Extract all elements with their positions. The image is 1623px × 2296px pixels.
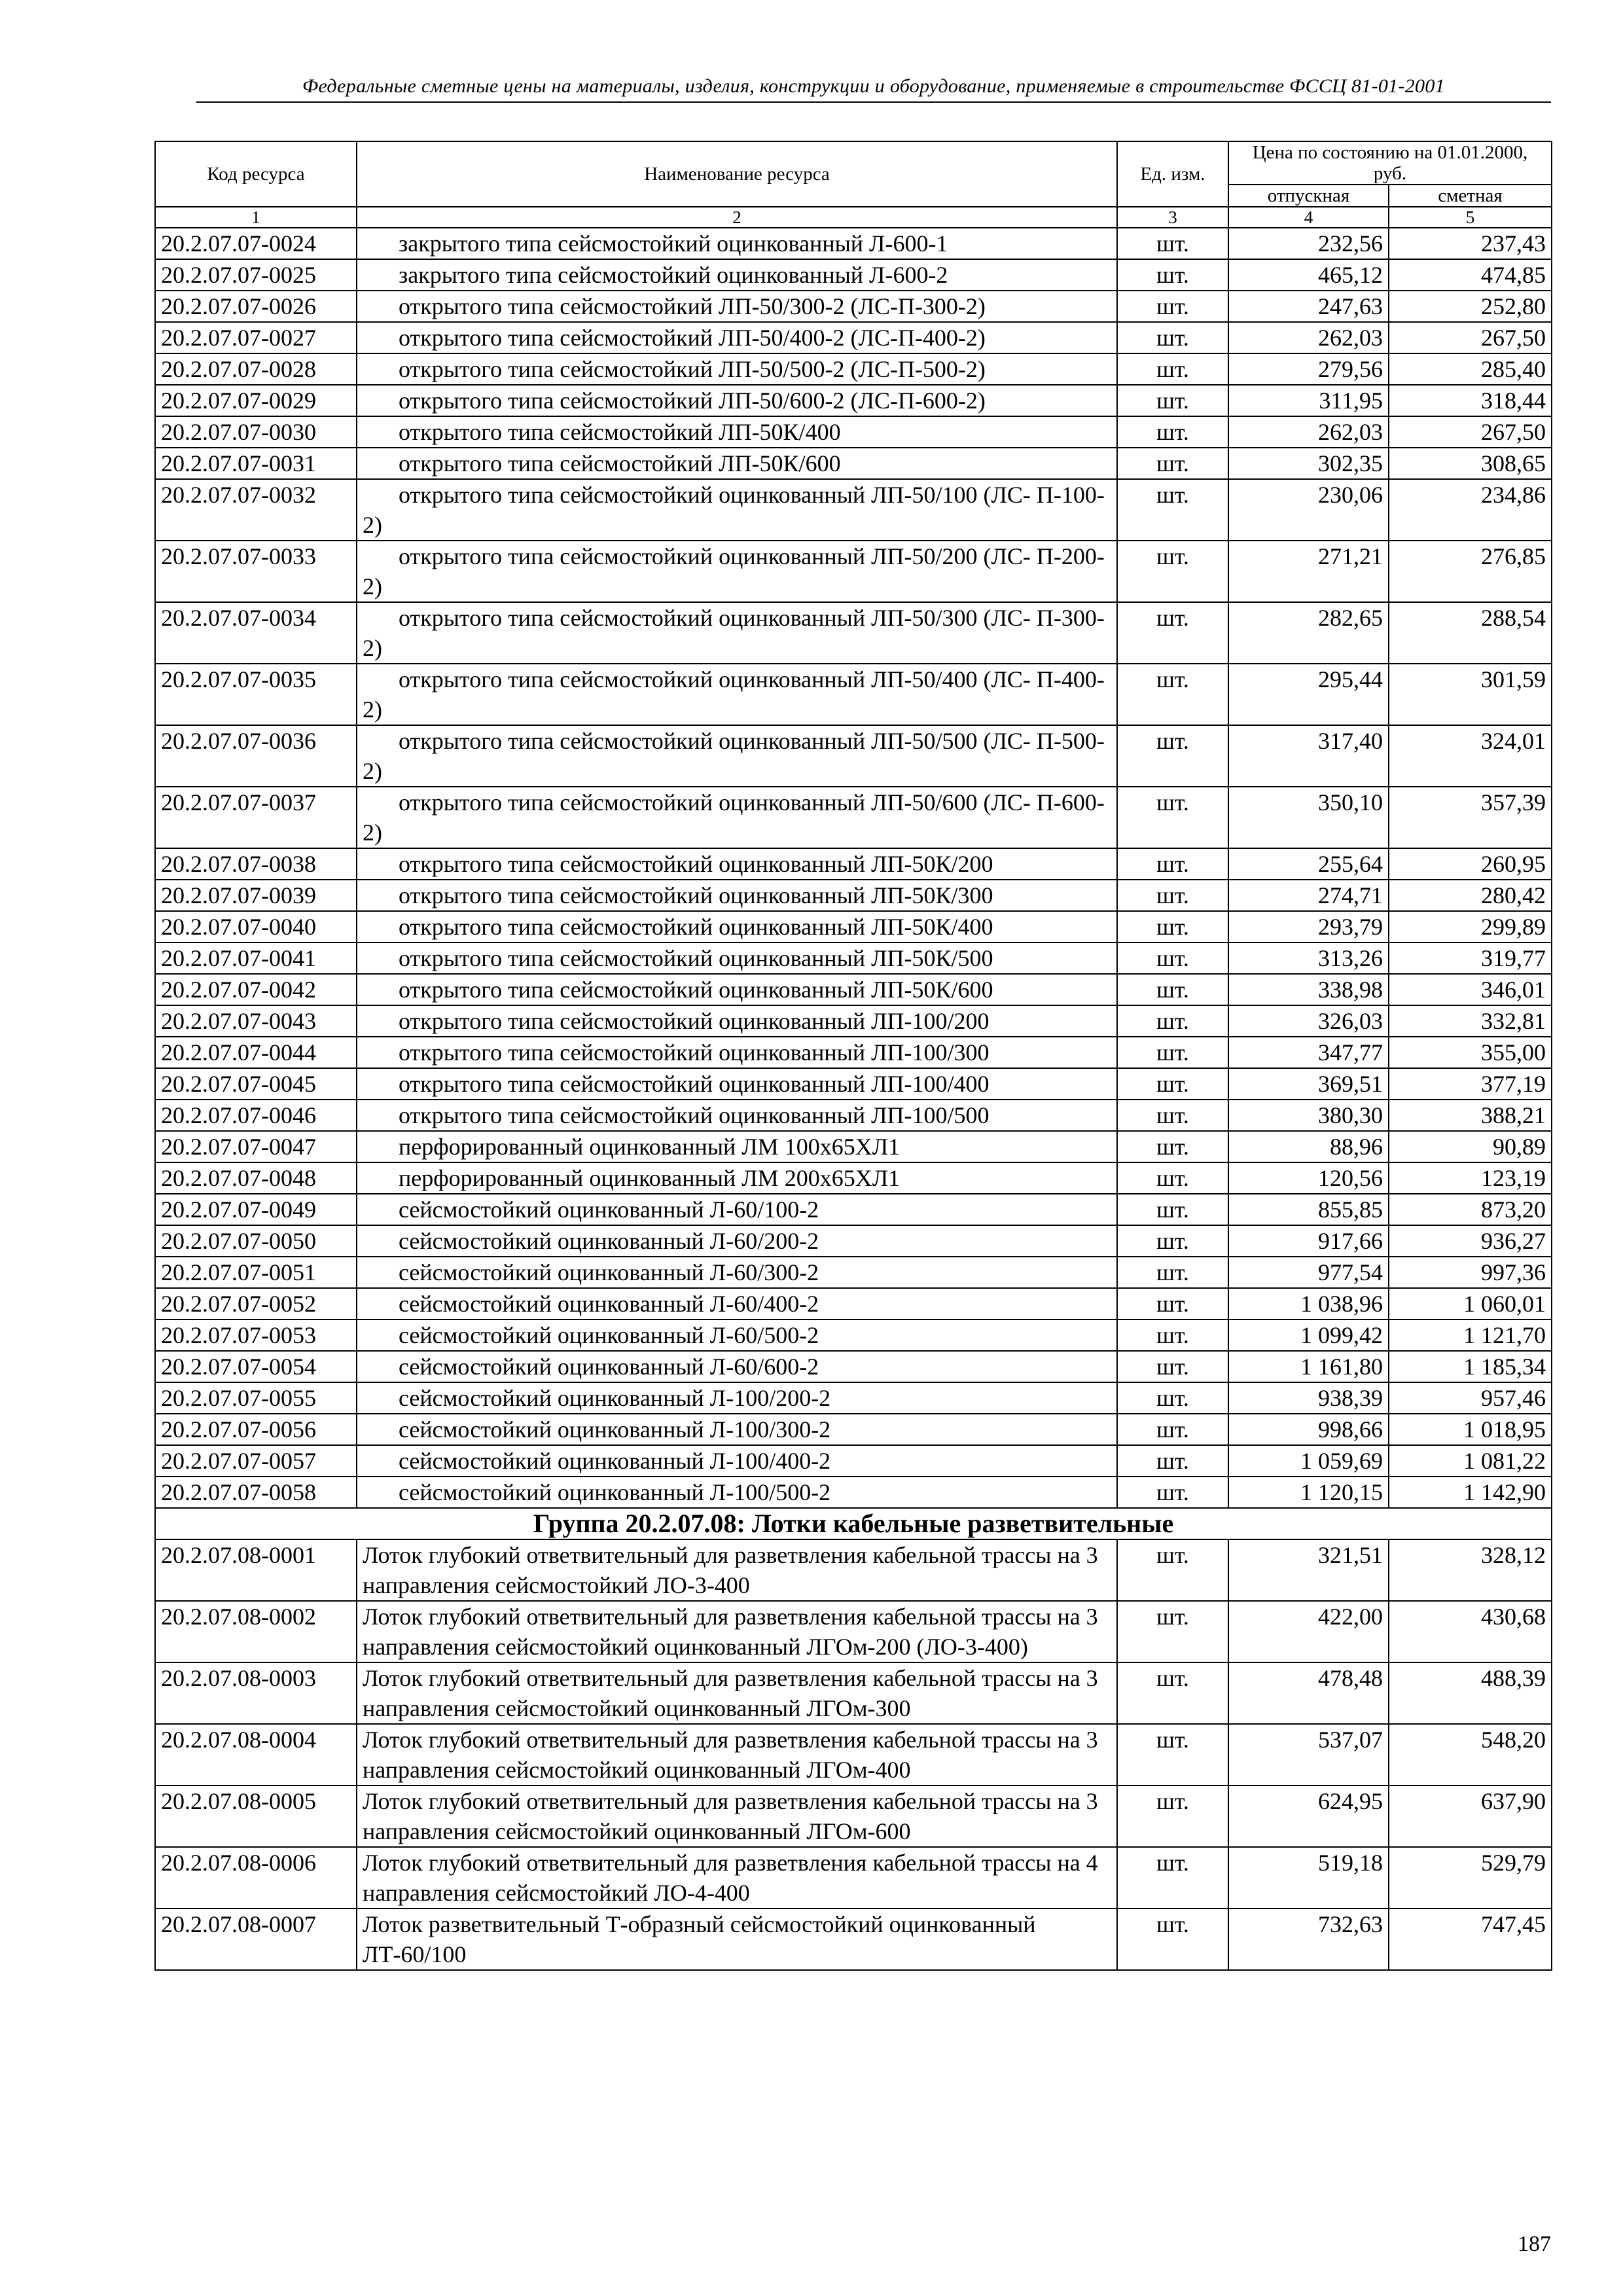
price-estimate-cell: 280,42 bbox=[1389, 880, 1552, 911]
price-estimate-cell: 318,44 bbox=[1389, 385, 1552, 416]
price-estimate-cell: 237,43 bbox=[1389, 228, 1552, 259]
price-release-cell: 255,64 bbox=[1228, 848, 1389, 880]
resource-name-cell: открытого типа сейсмостойкий оцинкованный ЛП-50/200 (ЛС- П-200-2) bbox=[357, 541, 1117, 602]
unit-cell: шт. bbox=[1117, 1319, 1228, 1351]
table-row bbox=[155, 448, 1552, 479]
unit-cell: шт. bbox=[1117, 911, 1228, 942]
resource-name-cell: открытого типа сейсмостойкий оцинкованный ЛП-50/300 (ЛС- П-300-2) bbox=[357, 602, 1117, 664]
table-row bbox=[155, 911, 1552, 942]
resource-code-cell: 20.2.07.07-0050 bbox=[155, 1225, 357, 1257]
price-estimate-cell: 430,68 bbox=[1389, 1601, 1552, 1662]
unit-cell: шт. bbox=[1117, 1225, 1228, 1257]
price-estimate-cell: 548,20 bbox=[1389, 1724, 1552, 1785]
resource-code-cell: 20.2.07.07-0038 bbox=[155, 848, 357, 880]
resource-name-cell: открытого типа сейсмостойкий оцинкованный ЛП-50/600 (ЛС- П-600-2) bbox=[357, 787, 1117, 848]
price-release-cell: 537,07 bbox=[1228, 1724, 1389, 1785]
resource-code-cell: 20.2.07.07-0039 bbox=[155, 880, 357, 911]
unit-cell: шт. bbox=[1117, 1601, 1228, 1662]
price-release-cell: 293,79 bbox=[1228, 911, 1389, 942]
resource-code-cell: 20.2.07.07-0035 bbox=[155, 664, 357, 725]
price-estimate-cell: 123,19 bbox=[1389, 1162, 1552, 1194]
resource-name-cell: открытого типа сейсмостойкий оцинкованный ЛП-100/300 bbox=[357, 1037, 1117, 1068]
column-header-name: Наименование ресурса bbox=[357, 141, 1117, 207]
price-estimate-cell: 1 121,70 bbox=[1389, 1319, 1552, 1351]
resource-code-cell: 20.2.07.07-0049 bbox=[155, 1194, 357, 1225]
resource-name-cell: открытого типа сейсмостойкий ЛП-50К/400 bbox=[357, 416, 1117, 448]
table-row bbox=[155, 880, 1552, 911]
group-header-row bbox=[155, 1508, 1552, 1539]
price-release-cell: 380,30 bbox=[1228, 1100, 1389, 1131]
table-row bbox=[155, 385, 1552, 416]
resource-code-cell: 20.2.07.07-0055 bbox=[155, 1382, 357, 1414]
resource-code-cell: 20.2.07.07-0036 bbox=[155, 725, 357, 787]
unit-cell: шт. bbox=[1117, 1131, 1228, 1162]
price-release-cell: 302,35 bbox=[1228, 448, 1389, 479]
price-release-cell: 279,56 bbox=[1228, 353, 1389, 385]
unit-cell: шт. bbox=[1117, 1382, 1228, 1414]
resource-name-cell: сейсмостойкий оцинкованный Л-60/300-2 bbox=[357, 1257, 1117, 1288]
resource-code-cell: 20.2.07.07-0051 bbox=[155, 1257, 357, 1288]
price-estimate-cell: 997,36 bbox=[1389, 1257, 1552, 1288]
resource-code-cell: 20.2.07.07-0046 bbox=[155, 1100, 357, 1131]
resource-code-cell: 20.2.07.07-0037 bbox=[155, 787, 357, 848]
unit-cell: шт. bbox=[1117, 1785, 1228, 1847]
unit-cell: шт. bbox=[1117, 416, 1228, 448]
price-release-cell: 274,71 bbox=[1228, 880, 1389, 911]
price-release-cell: 917,66 bbox=[1228, 1225, 1389, 1257]
resource-code-cell: 20.2.07.07-0034 bbox=[155, 602, 357, 664]
resource-code-cell: 20.2.07.07-0032 bbox=[155, 479, 357, 541]
column-number: 5 bbox=[1389, 207, 1552, 228]
price-release-cell: 624,95 bbox=[1228, 1785, 1389, 1847]
resource-name-cell: сейсмостойкий оцинкованный Л-60/500-2 bbox=[357, 1319, 1117, 1351]
resource-code-cell: 20.2.07.08-0005 bbox=[155, 1785, 357, 1847]
resource-name-cell: сейсмостойкий оцинкованный Л-100/200-2 bbox=[357, 1382, 1117, 1414]
resource-name-cell: открытого типа сейсмостойкий оцинкованный ЛП-50/500 (ЛС- П-500-2) bbox=[357, 725, 1117, 787]
price-release-cell: 855,85 bbox=[1228, 1194, 1389, 1225]
price-release-cell: 230,06 bbox=[1228, 479, 1389, 541]
table-row bbox=[155, 1005, 1552, 1037]
resource-code-cell: 20.2.07.07-0041 bbox=[155, 942, 357, 974]
unit-cell: шт. bbox=[1117, 787, 1228, 848]
table-row bbox=[155, 725, 1552, 787]
price-release-cell: 317,40 bbox=[1228, 725, 1389, 787]
price-release-cell: 271,21 bbox=[1228, 541, 1389, 602]
price-release-cell: 732,63 bbox=[1228, 1909, 1389, 1970]
resource-name-cell: перфорированный оцинкованный ЛМ 200х65ХЛ1 bbox=[357, 1162, 1117, 1194]
price-estimate-cell: 357,39 bbox=[1389, 787, 1552, 848]
table-row bbox=[155, 787, 1552, 848]
resource-code-cell: 20.2.07.07-0026 bbox=[155, 291, 357, 322]
resource-code-cell: 20.2.07.07-0031 bbox=[155, 448, 357, 479]
resource-code-cell: 20.2.07.07-0029 bbox=[155, 385, 357, 416]
price-release-cell: 938,39 bbox=[1228, 1382, 1389, 1414]
price-estimate-cell: 355,00 bbox=[1389, 1037, 1552, 1068]
resource-code-cell: 20.2.07.07-0058 bbox=[155, 1477, 357, 1508]
price-release-cell: 350,10 bbox=[1228, 787, 1389, 848]
price-estimate-cell: 1 081,22 bbox=[1389, 1445, 1552, 1477]
price-estimate-cell: 377,19 bbox=[1389, 1068, 1552, 1100]
price-release-cell: 1 161,80 bbox=[1228, 1351, 1389, 1382]
unit-cell: шт. bbox=[1117, 1288, 1228, 1319]
group-title: Группа 20.2.07.08: Лотки кабельные разветвительные bbox=[155, 1508, 1552, 1539]
table-row bbox=[155, 1382, 1552, 1414]
price-release-cell: 295,44 bbox=[1228, 664, 1389, 725]
resource-name-cell: Лоток глубокий ответвительный для разветвления кабельной трассы на 3 направления сейсмостойкий ЛО-3-400 bbox=[357, 1539, 1117, 1601]
price-release-cell: 998,66 bbox=[1228, 1414, 1389, 1445]
price-estimate-cell: 474,85 bbox=[1389, 259, 1552, 291]
resource-name-cell: сейсмостойкий оцинкованный Л-100/500-2 bbox=[357, 1477, 1117, 1508]
price-release-cell: 232,56 bbox=[1228, 228, 1389, 259]
resource-code-cell: 20.2.07.07-0052 bbox=[155, 1288, 357, 1319]
price-estimate-cell: 324,01 bbox=[1389, 725, 1552, 787]
price-release-cell: 977,54 bbox=[1228, 1257, 1389, 1288]
table-row bbox=[155, 1225, 1552, 1257]
unit-cell: шт. bbox=[1117, 1414, 1228, 1445]
resource-name-cell: сейсмостойкий оцинкованный Л-60/100-2 bbox=[357, 1194, 1117, 1225]
resource-name-cell: открытого типа сейсмостойкий ЛП-50/500-2 (ЛС-П-500-2) bbox=[357, 353, 1117, 385]
price-estimate-cell: 288,54 bbox=[1389, 602, 1552, 664]
resource-name-cell: сейсмостойкий оцинкованный Л-60/600-2 bbox=[357, 1351, 1117, 1382]
resource-name-cell: Лоток глубокий ответвительный для разветвления кабельной трассы на 4 направления сейсмостойкий ЛО-4-400 bbox=[357, 1847, 1117, 1909]
resource-code-cell: 20.2.07.08-0001 bbox=[155, 1539, 357, 1601]
unit-cell: шт. bbox=[1117, 1037, 1228, 1068]
unit-cell: шт. bbox=[1117, 1257, 1228, 1288]
unit-cell: шт. bbox=[1117, 385, 1228, 416]
price-estimate-cell: 285,40 bbox=[1389, 353, 1552, 385]
table-row bbox=[155, 1194, 1552, 1225]
table-row bbox=[155, 1288, 1552, 1319]
resource-code-cell: 20.2.07.07-0053 bbox=[155, 1319, 357, 1351]
unit-cell: шт. bbox=[1117, 448, 1228, 479]
unit-cell: шт. bbox=[1117, 848, 1228, 880]
price-estimate-cell: 346,01 bbox=[1389, 974, 1552, 1005]
price-estimate-cell: 276,85 bbox=[1389, 541, 1552, 602]
resource-code-cell: 20.2.07.07-0047 bbox=[155, 1131, 357, 1162]
resource-code-cell: 20.2.07.07-0040 bbox=[155, 911, 357, 942]
running-header: Федеральные сметные цены на материалы, изделия, конструкции и оборудование, применяемые в строительстве ФССЦ 81-01-2001 bbox=[302, 75, 1445, 97]
unit-cell: шт. bbox=[1117, 228, 1228, 259]
resource-code-cell: 20.2.07.08-0003 bbox=[155, 1662, 357, 1724]
resource-name-cell: закрытого типа сейсмостойкий оцинкованный Л-600-1 bbox=[357, 228, 1117, 259]
column-number: 1 bbox=[155, 207, 357, 228]
resource-code-cell: 20.2.07.07-0043 bbox=[155, 1005, 357, 1037]
table-row bbox=[155, 1351, 1552, 1382]
resource-code-cell: 20.2.07.07-0048 bbox=[155, 1162, 357, 1194]
unit-cell: шт. bbox=[1117, 541, 1228, 602]
price-estimate-cell: 529,79 bbox=[1389, 1847, 1552, 1909]
unit-cell: шт. bbox=[1117, 1539, 1228, 1601]
resource-code-cell: 20.2.07.08-0002 bbox=[155, 1601, 357, 1662]
price-release-cell: 1 120,15 bbox=[1228, 1477, 1389, 1508]
price-release-cell: 519,18 bbox=[1228, 1847, 1389, 1909]
resource-code-cell: 20.2.07.08-0007 bbox=[155, 1909, 357, 1970]
resource-name-cell: открытого типа сейсмостойкий оцинкованный ЛП-50/100 (ЛС- П-100-2) bbox=[357, 479, 1117, 541]
price-estimate-cell: 957,46 bbox=[1389, 1382, 1552, 1414]
price-estimate-cell: 328,12 bbox=[1389, 1539, 1552, 1601]
price-estimate-cell: 299,89 bbox=[1389, 911, 1552, 942]
table-row bbox=[155, 259, 1552, 291]
unit-cell: шт. bbox=[1117, 322, 1228, 353]
unit-cell: шт. bbox=[1117, 664, 1228, 725]
price-release-cell: 369,51 bbox=[1228, 1068, 1389, 1100]
resource-name-cell: открытого типа сейсмостойкий оцинкованный ЛП-50/400 (ЛС- П-400-2) bbox=[357, 664, 1117, 725]
resource-code-cell: 20.2.07.07-0054 bbox=[155, 1351, 357, 1382]
unit-cell: шт. bbox=[1117, 1662, 1228, 1724]
resource-code-cell: 20.2.07.07-0045 bbox=[155, 1068, 357, 1100]
unit-cell: шт. bbox=[1117, 353, 1228, 385]
resource-name-cell: сейсмостойкий оцинкованный Л-60/200-2 bbox=[357, 1225, 1117, 1257]
table-row bbox=[155, 848, 1552, 880]
table-row bbox=[155, 602, 1552, 664]
resource-code-cell: 20.2.07.07-0025 bbox=[155, 259, 357, 291]
column-header-price-release: отпускная bbox=[1228, 185, 1389, 207]
unit-cell: шт. bbox=[1117, 880, 1228, 911]
price-estimate-cell: 319,77 bbox=[1389, 942, 1552, 974]
price-table bbox=[154, 141, 1552, 1971]
table-row bbox=[155, 228, 1552, 259]
table-row bbox=[155, 1100, 1552, 1131]
price-estimate-cell: 488,39 bbox=[1389, 1662, 1552, 1724]
column-number: 4 bbox=[1228, 207, 1389, 228]
resource-name-cell: открытого типа сейсмостойкий оцинкованный ЛП-50К/200 bbox=[357, 848, 1117, 880]
price-estimate-cell: 1 142,90 bbox=[1389, 1477, 1552, 1508]
price-estimate-cell: 260,95 bbox=[1389, 848, 1552, 880]
resource-name-cell: открытого типа сейсмостойкий оцинкованный ЛП-100/400 bbox=[357, 1068, 1117, 1100]
table-row bbox=[155, 1477, 1552, 1508]
resource-code-cell: 20.2.07.07-0044 bbox=[155, 1037, 357, 1068]
column-header-unit: Ед. изм. bbox=[1117, 141, 1228, 207]
price-release-cell: 422,00 bbox=[1228, 1601, 1389, 1662]
unit-cell: шт. bbox=[1117, 974, 1228, 1005]
unit-cell: шт. bbox=[1117, 479, 1228, 541]
resource-name-cell: открытого типа сейсмостойкий ЛП-50/400-2 (ЛС-П-400-2) bbox=[357, 322, 1117, 353]
resource-name-cell: Лоток глубокий ответвительный для разветвления кабельной трассы на 3 направления сейсмостойкий оцинкованный ЛГОм-300 bbox=[357, 1662, 1117, 1724]
price-release-cell: 262,03 bbox=[1228, 416, 1389, 448]
resource-name-cell: открытого типа сейсмостойкий оцинкованный ЛП-50К/500 bbox=[357, 942, 1117, 974]
table-row bbox=[155, 1162, 1552, 1194]
resource-name-cell: открытого типа сейсмостойкий ЛП-50/600-2 (ЛС-П-600-2) bbox=[357, 385, 1117, 416]
resource-name-cell: Лоток глубокий ответвительный для разветвления кабельной трассы на 3 направления сейсмостойкий оцинкованный ЛГОм-400 bbox=[357, 1724, 1117, 1785]
column-header-code: Код ресурса bbox=[155, 141, 357, 207]
page-number: 187 bbox=[1518, 2232, 1551, 2256]
table-row bbox=[155, 479, 1552, 541]
table-row bbox=[155, 353, 1552, 385]
resource-name-cell: перфорированный оцинкованный ЛМ 100х65ХЛ1 bbox=[357, 1131, 1117, 1162]
price-estimate-cell: 252,80 bbox=[1389, 291, 1552, 322]
resource-name-cell: закрытого типа сейсмостойкий оцинкованный Л-600-2 bbox=[357, 259, 1117, 291]
column-header-price-estimate: сметная bbox=[1389, 185, 1552, 207]
table-row bbox=[155, 291, 1552, 322]
resource-name-cell: сейсмостойкий оцинкованный Л-100/400-2 bbox=[357, 1445, 1117, 1477]
resource-code-cell: 20.2.07.07-0057 bbox=[155, 1445, 357, 1477]
table-row bbox=[155, 1539, 1552, 1601]
resource-code-cell: 20.2.07.07-0028 bbox=[155, 353, 357, 385]
price-release-cell: 347,77 bbox=[1228, 1037, 1389, 1068]
price-estimate-cell: 234,86 bbox=[1389, 479, 1552, 541]
price-estimate-cell: 90,89 bbox=[1389, 1131, 1552, 1162]
column-header-price-group: Цена по состоянию на 01.01.2000, руб. bbox=[1228, 141, 1552, 185]
table-row bbox=[155, 974, 1552, 1005]
price-estimate-cell: 637,90 bbox=[1389, 1785, 1552, 1847]
price-estimate-cell: 747,45 bbox=[1389, 1909, 1552, 1970]
resource-code-cell: 20.2.07.07-0033 bbox=[155, 541, 357, 602]
unit-cell: шт. bbox=[1117, 1100, 1228, 1131]
price-estimate-cell: 1 185,34 bbox=[1389, 1351, 1552, 1382]
table-row bbox=[155, 664, 1552, 725]
resource-name-cell: сейсмостойкий оцинкованный Л-100/300-2 bbox=[357, 1414, 1117, 1445]
table-row bbox=[155, 1445, 1552, 1477]
unit-cell: шт. bbox=[1117, 1445, 1228, 1477]
unit-cell: шт. bbox=[1117, 942, 1228, 974]
unit-cell: шт. bbox=[1117, 1477, 1228, 1508]
price-release-cell: 88,96 bbox=[1228, 1131, 1389, 1162]
table-row bbox=[155, 1724, 1552, 1785]
resource-name-cell: открытого типа сейсмостойкий ЛП-50К/600 bbox=[357, 448, 1117, 479]
table-row bbox=[155, 1662, 1552, 1724]
resource-code-cell: 20.2.07.08-0004 bbox=[155, 1724, 357, 1785]
table-row bbox=[155, 1785, 1552, 1847]
price-release-cell: 478,48 bbox=[1228, 1662, 1389, 1724]
resource-name-cell: Лоток разветвительный Т-образный сейсмостойкий оцинкованный ЛТ-60/100 bbox=[357, 1909, 1117, 1970]
resource-code-cell: 20.2.07.07-0027 bbox=[155, 322, 357, 353]
table-row bbox=[155, 416, 1552, 448]
unit-cell: шт. bbox=[1117, 1194, 1228, 1225]
resource-name-cell: открытого типа сейсмостойкий ЛП-50/300-2 (ЛС-П-300-2) bbox=[357, 291, 1117, 322]
price-release-cell: 313,26 bbox=[1228, 942, 1389, 974]
unit-cell: шт. bbox=[1117, 291, 1228, 322]
unit-cell: шт. bbox=[1117, 1351, 1228, 1382]
price-release-cell: 282,65 bbox=[1228, 602, 1389, 664]
price-release-cell: 1 038,96 bbox=[1228, 1288, 1389, 1319]
resource-code-cell: 20.2.07.08-0006 bbox=[155, 1847, 357, 1909]
table-row bbox=[155, 1037, 1552, 1068]
unit-cell: шт. bbox=[1117, 602, 1228, 664]
resource-name-cell: Лоток глубокий ответвительный для разветвления кабельной трассы на 3 направления сейсмостойкий оцинкованный ЛГОм-600 bbox=[357, 1785, 1117, 1847]
unit-cell: шт. bbox=[1117, 1847, 1228, 1909]
table-row bbox=[155, 322, 1552, 353]
price-estimate-cell: 873,20 bbox=[1389, 1194, 1552, 1225]
resource-code-cell: 20.2.07.07-0042 bbox=[155, 974, 357, 1005]
resource-name-cell: сейсмостойкий оцинкованный Л-60/400-2 bbox=[357, 1288, 1117, 1319]
unit-cell: шт. bbox=[1117, 1909, 1228, 1970]
resource-name-cell: Лоток глубокий ответвительный для разветвления кабельной трассы на 3 направления сейсмостойкий оцинкованный ЛГОм-200 (ЛО-3-400) bbox=[357, 1601, 1117, 1662]
resource-name-cell: открытого типа сейсмостойкий оцинкованный ЛП-100/200 bbox=[357, 1005, 1117, 1037]
table-row bbox=[155, 1319, 1552, 1351]
unit-cell: шт. bbox=[1117, 1005, 1228, 1037]
price-release-cell: 1 099,42 bbox=[1228, 1319, 1389, 1351]
price-estimate-cell: 267,50 bbox=[1389, 416, 1552, 448]
header-rule bbox=[196, 101, 1551, 103]
table-row bbox=[155, 1414, 1552, 1445]
price-release-cell: 262,03 bbox=[1228, 322, 1389, 353]
table-row bbox=[155, 942, 1552, 974]
price-release-cell: 338,98 bbox=[1228, 974, 1389, 1005]
resource-name-cell: открытого типа сейсмостойкий оцинкованный ЛП-100/500 bbox=[357, 1100, 1117, 1131]
price-estimate-cell: 267,50 bbox=[1389, 322, 1552, 353]
price-release-cell: 311,95 bbox=[1228, 385, 1389, 416]
unit-cell: шт. bbox=[1117, 1068, 1228, 1100]
table-row bbox=[155, 541, 1552, 602]
table-row bbox=[155, 1909, 1552, 1970]
price-estimate-cell: 1 060,01 bbox=[1389, 1288, 1552, 1319]
price-estimate-cell: 332,81 bbox=[1389, 1005, 1552, 1037]
price-estimate-cell: 301,59 bbox=[1389, 664, 1552, 725]
unit-cell: шт. bbox=[1117, 1724, 1228, 1785]
resource-code-cell: 20.2.07.07-0030 bbox=[155, 416, 357, 448]
table-row bbox=[155, 1131, 1552, 1162]
unit-cell: шт. bbox=[1117, 259, 1228, 291]
table-row bbox=[155, 1068, 1552, 1100]
price-release-cell: 465,12 bbox=[1228, 259, 1389, 291]
table-row bbox=[155, 1601, 1552, 1662]
price-release-cell: 321,51 bbox=[1228, 1539, 1389, 1601]
price-release-cell: 1 059,69 bbox=[1228, 1445, 1389, 1477]
price-estimate-cell: 1 018,95 bbox=[1389, 1414, 1552, 1445]
unit-cell: шт. bbox=[1117, 1162, 1228, 1194]
price-estimate-cell: 308,65 bbox=[1389, 448, 1552, 479]
price-estimate-cell: 936,27 bbox=[1389, 1225, 1552, 1257]
unit-cell: шт. bbox=[1117, 725, 1228, 787]
column-number: 3 bbox=[1117, 207, 1228, 228]
price-estimate-cell: 388,21 bbox=[1389, 1100, 1552, 1131]
price-release-cell: 326,03 bbox=[1228, 1005, 1389, 1037]
resource-code-cell: 20.2.07.07-0024 bbox=[155, 228, 357, 259]
resource-code-cell: 20.2.07.07-0056 bbox=[155, 1414, 357, 1445]
column-number: 2 bbox=[357, 207, 1117, 228]
price-release-cell: 247,63 bbox=[1228, 291, 1389, 322]
price-release-cell: 120,56 bbox=[1228, 1162, 1389, 1194]
table-row bbox=[155, 1257, 1552, 1288]
resource-name-cell: открытого типа сейсмостойкий оцинкованный ЛП-50К/400 bbox=[357, 911, 1117, 942]
resource-name-cell: открытого типа сейсмостойкий оцинкованный ЛП-50К/300 bbox=[357, 880, 1117, 911]
resource-name-cell: открытого типа сейсмостойкий оцинкованный ЛП-50К/600 bbox=[357, 974, 1117, 1005]
table-row bbox=[155, 1847, 1552, 1909]
